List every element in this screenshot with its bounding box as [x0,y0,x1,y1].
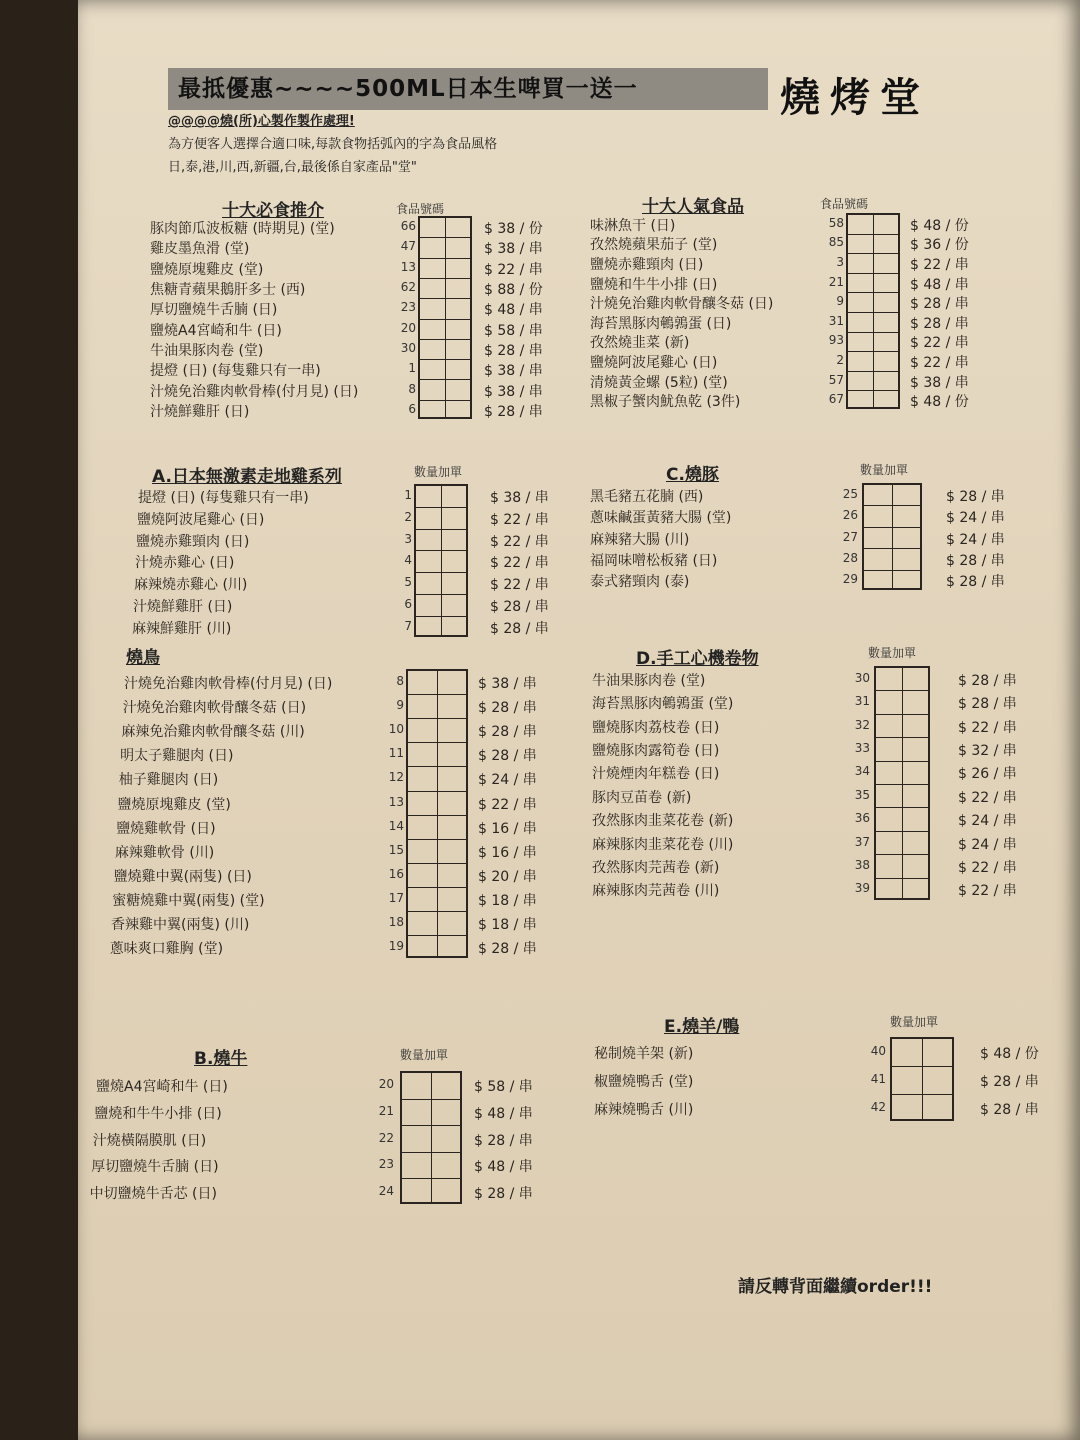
menu-item-code: 1 [408,361,416,376]
menu-item-price: $ 26 / 串 [958,766,1017,783]
menu-item-code: 36 [854,811,870,826]
menu-item-code: 22 [378,1130,394,1145]
menu-item-code: 31 [854,694,870,709]
menu-item-name: 鹽燒原塊雞皮 (堂) [150,261,264,278]
menu-item-price: $ 28 / 串 [490,598,549,615]
menu-item-name: 汁燒免治雞肉軟骨棒(付月見) (日) [124,676,333,693]
menu-item-code: 34 [854,764,870,779]
menu-item-code: 10 [388,722,404,737]
menu-item-name: 味淋魚干 (日) [590,217,676,234]
menu-item-name: 鹽燒和牛牛小排 (日) [94,1105,222,1122]
menu-item-code: 13 [400,259,416,274]
menu-item-name: 焦糖青蘋果鵝肝多士 (西) [150,282,306,299]
menu-item-name: 香辣雞中翼(兩隻) (川) [111,917,250,934]
menu-item-code: 33 [854,740,870,755]
menu-item-code: 3 [404,531,412,546]
menu-item-price: $ 58 / 串 [484,322,543,339]
menu-item-code: 29 [842,572,858,587]
menu-item-code: 8 [408,381,416,396]
column-header: 食品號碼 [396,202,445,216]
menu-item-name: 麻辣燒鴨舌 (川) [594,1102,694,1118]
menu-item-code: 23 [378,1157,394,1172]
order-quantity-grid[interactable] [862,483,922,590]
menu-item-name: 鹽燒A4宮崎和牛 (日) [96,1079,228,1096]
promo-line: 日,泰,港,川,西,新疆,台,最後係自家產品"堂" [168,160,417,175]
menu-item-code: 3 [836,255,844,269]
promo-line: @@@@燒(所)心製作製作處理! [168,114,355,129]
menu-item-name: 中切鹽燒牛舌芯 (日) [89,1185,217,1202]
menu-item-name: 厚切鹽燒牛舌腩 (日) [91,1159,219,1176]
menu-item-code: 21 [378,1103,394,1118]
menu-item-price: $ 88 / 份 [484,282,543,299]
menu-item-price: $ 28 / 串 [946,574,1005,591]
order-quantity-grid[interactable] [418,216,472,419]
menu-item-price: $ 28 / 串 [910,315,969,332]
menu-item-name: 海苔黑豚肉鵪鶉蛋 (日) [590,315,732,332]
menu-item-price: $ 24 / 串 [478,772,537,789]
order-quantity-grid[interactable] [406,669,468,958]
menu-item-price: $ 48 / 串 [484,302,543,319]
menu-item-name: 麻辣豚肉韭菜花卷 (川) [592,836,734,853]
menu-item-price: $ 38 / 串 [484,241,543,258]
menu-item-price: $ 24 / 串 [958,813,1017,830]
menu-item-code: 28 [842,550,858,565]
menu-item-name: 鹽燒阿波尾雞心 (日) [590,355,718,371]
section-title: C.燒豚 [666,465,719,485]
menu-item-name: 汁燒免治雞肉軟骨釀冬菇 (日) [590,296,774,313]
menu-item-name: 鹽燒豚肉荔枝卷 (日) [592,719,720,736]
menu-item-code: 58 [828,215,844,230]
menu-item-price: $ 22 / 串 [958,789,1017,806]
menu-item-price: $ 28 / 串 [478,700,537,717]
menu-item-name: 麻辣豬大腸 (川) [590,531,690,548]
menu-item-price: $ 48 / 串 [910,276,969,293]
menu-item-code: 26 [842,508,858,523]
menu-item-name: 孜然豚肉芫茜卷 (新) [592,859,720,876]
menu-item-price: $ 38 / 份 [484,221,543,238]
menu-item-name: 鹽燒雞中翼(兩隻) (日) [113,868,252,885]
menu-item-price: $ 18 / 串 [478,892,537,909]
menu-item-code: 6 [404,596,412,611]
menu-item-name: 麻辣豚肉芫茜卷 (川) [592,883,720,900]
menu-item-price: $ 22 / 串 [910,335,969,352]
menu-item-code: 47 [400,239,416,254]
menu-item-price: $ 20 / 串 [478,868,537,885]
menu-item-name: 鹽燒阿波尾雞心 (日) [137,511,265,528]
menu-item-name: 汁燒鮮雞肝 (日) [150,403,250,420]
menu-item-code: 21 [828,274,844,289]
menu-item-name: 清燒黃金螺 (5粒) (堂) [590,374,728,391]
menu-item-code: 39 [854,881,870,896]
menu-item-price: $ 22 / 串 [958,883,1017,900]
section-title: 燒鳥 [126,648,160,668]
menu-item-name: 牛油果豚肉卷 (堂) [592,672,706,689]
menu-item-price: $ 28 / 串 [478,941,537,958]
menu-item-code: 93 [828,333,844,348]
menu-item-name: 麻辣鮮雞肝 (川) [132,620,232,637]
menu-item-code: 27 [842,529,858,544]
menu-item-name: 鹽燒A4宮崎和牛 (日) [150,322,282,339]
section-title: 十大人氣食品 [642,197,744,217]
menu-item-code: 85 [828,235,844,250]
menu-item-code: 14 [388,818,404,833]
menu-item-code: 1 [404,487,412,502]
menu-item-name: 汁燒免治雞肉軟骨棒(付月見) (日) [150,383,359,400]
menu-item-price: $ 48 / 份 [910,394,969,411]
menu-item-price: $ 28 / 串 [484,342,543,359]
menu-item-price: $ 28 / 串 [474,1185,533,1202]
menu-item-price: $ 22 / 串 [910,355,969,371]
column-header: 食品號碼 [820,197,869,211]
menu-item-price: $ 28 / 串 [946,488,1005,505]
menu-item-code: 13 [388,794,404,809]
menu-item-name: 福岡味噌松板豬 (日) [590,552,718,569]
menu-item-name: 黑椒子蟹肉魷魚乾 (3件) [590,394,741,411]
menu-item-price: $ 36 / 份 [910,237,969,254]
menu-item-price: $ 48 / 串 [474,1105,533,1122]
menu-item-name: 鹽燒雞軟骨 (日) [116,820,216,837]
menu-item-code: 42 [870,1100,886,1114]
menu-item-name: 孜然豚肉韭菜花卷 (新) [592,813,734,830]
menu-item-code: 18 [388,915,404,930]
menu-item-price: $ 28 / 串 [484,403,543,420]
menu-item-name: 蔥味爽口雞胸 (堂) [109,941,224,958]
menu-item-name: 鹽燒赤雞頸肉 (日) [590,257,704,273]
menu-item-price: $ 38 / 串 [484,383,543,400]
menu-item-code: 5 [404,575,412,590]
menu-item-code: 2 [404,509,412,524]
menu-item-price: $ 28 / 串 [980,1074,1039,1090]
menu-item-name: 黑毛豬五花腩 (西) [590,488,704,505]
menu-item-name: 鹽燒赤雞頸肉 (日) [136,533,250,550]
menu-item-name: 雞皮墨魚滑 (堂) [150,241,250,258]
section-title: A.日本無激素走地雞系列 [152,467,342,487]
menu-item-price: $ 22 / 串 [958,859,1017,876]
menu-item-code: 6 [408,401,416,416]
menu-item-name: 提燈 (日) (每隻雞只有一串) [138,489,309,506]
menu-item-name: 蜜糖燒雞中翼(兩隻) (堂) [112,892,265,909]
menu-item-price: $ 28 / 串 [958,672,1017,689]
menu-item-price: $ 28 / 串 [910,296,969,313]
menu-item-name: 鹽燒和牛牛小排 (日) [590,276,718,293]
menu-item-code: 16 [388,866,404,881]
menu-item-name: 鹽燒豚肉露筍卷 (日) [592,742,720,759]
order-quantity-grid[interactable] [414,484,468,637]
menu-item-code: 20 [400,320,416,335]
menu-item-code: 12 [388,770,404,785]
menu-item-name: 汁燒鮮雞肝 (日) [133,598,233,615]
menu-item-price: $ 22 / 串 [490,577,549,594]
menu-item-price: $ 28 / 串 [946,552,1005,569]
menu-item-name: 孜然燒韭菜 (新) [590,335,690,352]
menu-item-code: 37 [854,834,870,849]
restaurant-logo: 燒烤堂 [780,75,930,121]
menu-item-name: 秘制燒羊架 (新) [594,1046,694,1062]
order-quantity-grid[interactable] [400,1071,462,1204]
section-title: B.燒牛 [194,1049,248,1069]
menu-item-price: $ 22 / 串 [958,719,1017,736]
menu-item-code: 66 [400,219,416,234]
menu-item-code: 2 [836,353,844,367]
menu-item-price: $ 38 / 串 [484,363,543,380]
menu-item-price: $ 22 / 串 [910,257,969,273]
menu-item-name: 泰式豬頸肉 (泰) [590,574,690,591]
menu-item-code: 30 [854,670,870,685]
menu-item-name: 厚切鹽燒牛舌腩 (日) [150,302,278,319]
menu-item-code: 4 [404,553,412,568]
menu-item-code: 41 [870,1072,886,1086]
menu-item-price: $ 16 / 串 [478,844,537,861]
menu-item-code: 57 [828,372,844,387]
menu-item-name: 豚肉豆苗卷 (新) [592,789,692,806]
menu-item-code: 32 [854,717,870,732]
menu-item-code: 31 [828,313,844,328]
column-header: 數量加單 [868,646,917,660]
menu-item-name: 麻辣雞軟骨 (川) [114,844,215,861]
menu-item-name: 孜然燒蘋果茄子 (堂) [590,237,718,254]
menu-item-code: 9 [836,294,844,309]
menu-item-price: $ 22 / 串 [484,261,543,278]
column-header: 數量加單 [860,463,909,477]
menu-item-price: $ 58 / 串 [474,1079,533,1096]
menu-item-name: 蔥味鹹蛋黃豬大腸 (堂) [590,510,732,527]
menu-item-name: 明太子雞腿肉 (日) [120,748,234,765]
section-title: 十大必食推介 [222,201,324,221]
menu-item-price: $ 38 / 串 [478,676,537,693]
menu-item-price: $ 22 / 串 [490,533,549,550]
menu-item-price: $ 18 / 串 [478,917,537,934]
menu-item-price: $ 28 / 串 [958,696,1017,713]
menu-item-price: $ 22 / 串 [490,555,549,572]
menu-item-price: $ 24 / 串 [946,510,1005,527]
menu-item-name: 汁燒煙肉年糕卷 (日) [592,766,720,783]
promo-banner: 最抵優惠~~~~500ML日本生啤買一送一 [168,68,768,110]
menu-item-name: 鹽燒原塊雞皮 (堂) [117,796,231,813]
menu-item-price: $ 48 / 份 [910,217,969,234]
menu-item-name: 提燈 (日) (每隻雞只有一串) [150,363,321,380]
menu-item-price: $ 24 / 串 [958,836,1017,853]
menu-item-code: 20 [378,1077,394,1092]
menu-item-price: $ 28 / 串 [980,1102,1039,1118]
menu-item-code: 11 [388,746,404,761]
menu-item-code: 35 [854,787,870,802]
menu-item-code: 30 [400,340,416,355]
menu-item-price: $ 48 / 份 [980,1046,1039,1062]
menu-item-code: 17 [388,890,404,905]
menu-item-code: 25 [842,486,858,501]
menu-item-code: 19 [388,939,404,954]
menu-item-name: 豚肉節瓜波板糖 (時期見) (堂) [150,221,335,238]
section-title: E.燒羊/鴨 [664,1017,740,1037]
menu-item-name: 椒鹽燒鴨舌 (堂) [594,1074,694,1090]
menu-item-code: 23 [400,300,416,315]
menu-item-code: 7 [404,618,412,633]
menu-item-price: $ 38 / 串 [910,374,969,391]
menu-item-price: $ 22 / 串 [490,511,549,528]
menu-item-name: 海苔黑豚肉鵪鶉蛋 (堂) [592,696,734,713]
menu-item-name: 麻辣燒赤雞心 (川) [134,577,248,594]
order-quantity-grid[interactable] [846,213,900,409]
menu-item-price: $ 28 / 串 [490,620,549,637]
menu-item-code: 15 [388,842,404,857]
menu-item-code: 38 [854,857,870,872]
menu-item-price: $ 22 / 串 [478,796,537,813]
menu-item-price: $ 28 / 串 [478,748,537,765]
menu-item-name: 汁燒免治雞肉軟骨釀冬菇 (日) [122,700,307,717]
menu-item-price: $ 48 / 串 [474,1159,533,1176]
menu-item-price: $ 16 / 串 [478,820,537,837]
menu-item-code: 9 [396,698,404,713]
menu-item-price: $ 28 / 串 [474,1132,533,1149]
column-header: 數量加單 [400,1048,449,1062]
order-quantity-grid[interactable] [890,1037,954,1121]
menu-item-code: 40 [870,1044,886,1058]
menu-item-code: 67 [828,392,844,407]
order-quantity-grid[interactable] [874,666,930,900]
menu-item-code: 62 [400,280,416,295]
menu-item-name: 麻辣免治雞肉軟骨釀冬菇 (川) [121,724,305,741]
promo-line: 為方便客人選擇合適口味,每款食物括弧內的字為食品風格 [168,137,498,152]
column-header: 數量加單 [414,465,463,479]
menu-item-name: 汁燒橫隔膜肌 (日) [92,1132,207,1149]
menu-item-name: 汁燒赤雞心 (日) [135,555,235,572]
menu-item-code: 24 [378,1183,394,1198]
menu-item-code: 8 [396,674,404,689]
menu-item-price: $ 38 / 串 [490,489,549,506]
column-header: 數量加單 [890,1015,939,1029]
menu-item-name: 柚子雞腿肉 (日) [118,772,219,789]
section-title: D.手工心機卷物 [636,649,759,669]
footer-note: 請反轉背面繼續order!!! [738,1277,933,1297]
menu-item-name: 牛油果豚肉卷 (堂) [150,342,264,359]
menu-item-price: $ 24 / 串 [946,531,1005,548]
menu-item-price: $ 32 / 串 [958,742,1017,759]
menu-item-price: $ 28 / 串 [478,724,537,741]
